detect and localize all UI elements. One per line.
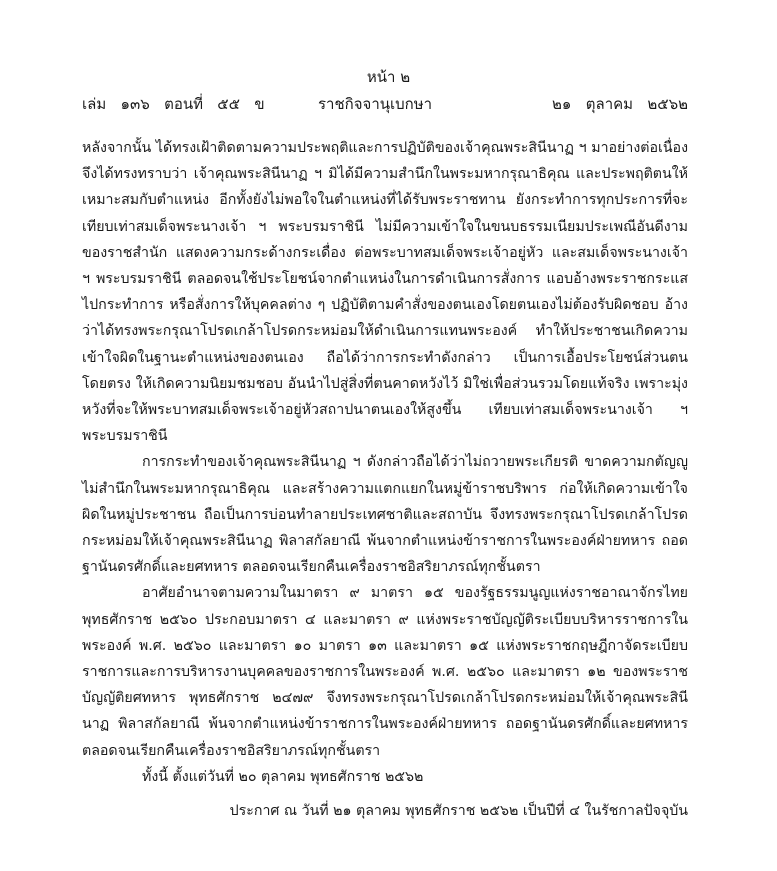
volume-issue: เล่ม ๑๓๖ ตอนที่ ๕๕ ข bbox=[82, 95, 265, 113]
paragraph-3: อาศัยอำนาจตามความในมาตรา ๙ มาตรา ๑๕ ของรัฐธรรมนูญแห่งราชอาณาจักรไทย พุทธศักราช ๒๕๖๐ ประกอบมาตรา ๔ และมาตรา ๙ แห่งพระราชบัญญัติระเบียบบริหารราชการในพระองค์ พ.ศ. ๒๕๖๐ และมาตรา ๑๐ มาตรา ๑๓ และมาตรา ๑๕ แห่งพระราชกฤษฎีกาจัดระเบียบราชการและการบริหารงานบุคคลของราชการในพระองค์ พ.ศ. ๒๕๖๐ และมาตรา ๑๒ ของพระราชบัญญัติยศทหาร พุทธศักราช ๒๔๗๙ จึงทรงพระกรุณาโปรดเกล้าโปรดกระหม่อมให้เจ้าคุณพระสินีนาฏ พิลาสกัลยาณี พ้นจากตำแหน่งข้าราชการในพระองค์ฝ่ายทหาร ถอดฐานันดรศักดิ์และยศทหาร ตลอดจนเรียกคืนเครื่องราชอิสริยาภรณ์ทุกชั้นตรา bbox=[82, 585, 688, 759]
paragraph-1: หลังจากนั้น ได้ทรงเฝ้าติดตามความประพฤติและการปฏิบัติของเจ้าคุณพระสินีนาฏ ฯ มาอย่างต่อเนื่อง จึงได้ทรงทราบว่า เจ้าคุณพระสินีนาฏ ฯ มิได้มีความสำนึกในพระมหากรุณาธิคุณ และประพฤติตนให้เหมาะสมกับตำแหน่ง อีกทั้งยังไม่พอใจในตำแหน่งที่ได้รับพระราชทาน ยังกระทำการทุกประการที่จะเทียบเท่าสมเด็จพระนางเจ้า ฯ พระบรมราชินี ไม่มีความเข้าใจในขนบธรรมเนียมประเพณีอันดีงามของราชสำนัก แสดงความกระด้างกระเดื่อง ต่อพระบาทสมเด็จพระเจ้าอยู่หัว และสมเด็จพระนางเจ้า ฯ พระบรมราชินี ตลอดจนใช้ประโยชน์จากตำแหน่งในการดำเนินการสั่งการ แอบอ้างพระราชกระแสไปกระทำการ หรือสั่งการให้บุคคลต่าง ๆ ปฏิบัติตามคำสั่งของตนเองโดยตนเองไม่ต้องรับผิดชอบ อ้างว่าได้ทรงพระกรุณาโปรดเกล้าโปรดกระหม่อมให้ดำเนินการแทนพระองค์ ทำให้ประชาชนเกิดความเข้าใจผิดในฐานะตำแหน่งของตนเอง ถือได้ว่าการกระทำดังกล่าว เป็นการเอื้อประโยชน์ส่วนตนโดยตรง ให้เกิดความนิยมชมชอบ อันนำไปสู่สิ่งที่ตนคาดหวังไว้ มิใช่เพื่อส่วนรวมโดยแท้จริง เพราะมุ่งหวังที่จะให้พระบาทสมเด็จพระเจ้าอยู่หัวสถาปนาตนเองให้สูงขึ้น เทียบเท่าสมเด็จพระนางเจ้า ฯ พระบรมราชินี bbox=[82, 140, 688, 445]
document-body bbox=[82, 135, 688, 790]
paragraph-2: การกระทำของเจ้าคุณพระสินีนาฏ ฯ ดังกล่าวถือได้ว่าไม่ถวายพระเกียรติ ขาดความกตัญญู ไม่สำนึกในพระมหากรุณาธิคุณ และสร้างความแตกแยกในหมู่ข้าราชบริพาร ก่อให้เกิดความเข้าใจผิดในหมู่ประชาชน ถือเป็นการบ่อนทำลายประเทศชาติและสถาบัน จึงทรงพระกรุณาโปรดเกล้าโปรดกระหม่อมให้เจ้าคุณพระสินีนาฏ พิลาสกัลยาณี พ้นจากตำแหน่งข้าราชการในพระองค์ฝ่ายทหาร ถอดฐานันดรศักดิ์และยศทหาร ตลอดจนเรียกคืนเครื่องราชอิสริยาภรณ์ทุกชั้นตรา bbox=[82, 454, 688, 576]
announcement-line: ประกาศ ณ วันที่ ๒๑ ตุลาคม พุทธศักราช ๒๕๖๒ เป็นปีที่ ๔ ในรัชกาลปัจจุบัน bbox=[229, 803, 688, 819]
publication-title: ราชกิจจานุเบกษา bbox=[318, 95, 433, 113]
page-number: หน้า ๒ bbox=[366, 68, 411, 86]
issue-date: ๒๑ ตุลาคม ๒๕๖๒ bbox=[552, 95, 688, 113]
gazette-header bbox=[82, 94, 688, 116]
effective-date: ทั้งนี้ ตั้งแต่วันที่ ๒๐ ตุลาคม พุทธศักราช ๒๕๖๒ bbox=[142, 768, 424, 785]
